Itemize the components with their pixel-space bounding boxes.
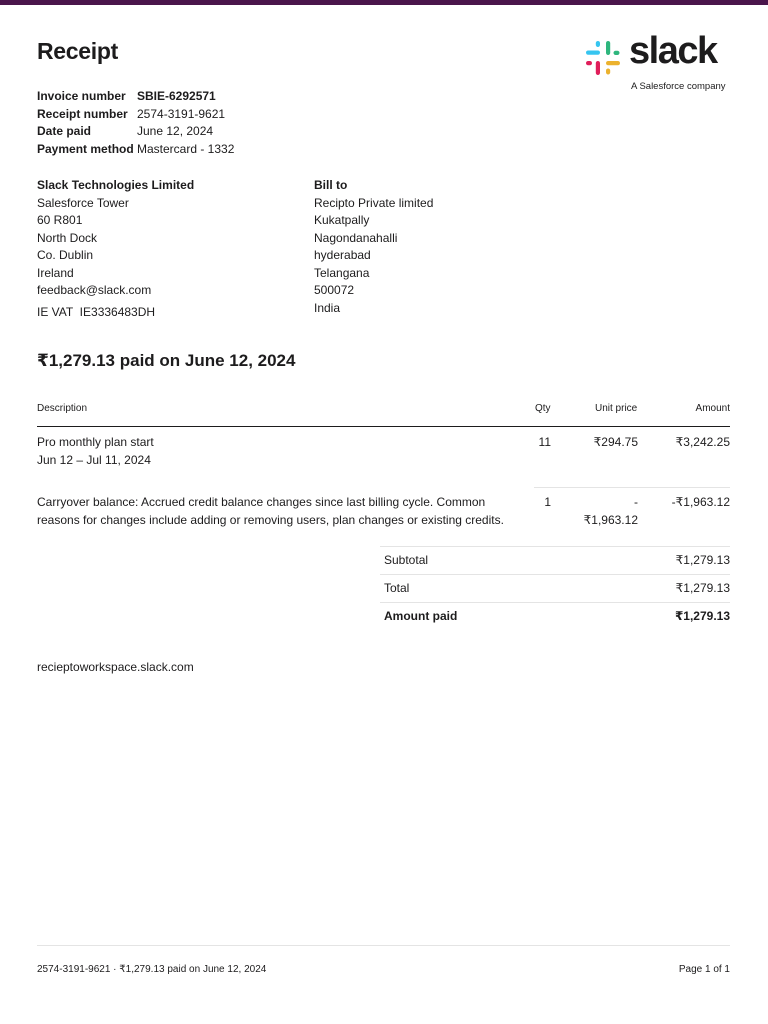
column-header-description: Description [37, 403, 88, 414]
logo-wordmark: slack [629, 30, 717, 72]
meta-row-receipt [37, 106, 234, 124]
totals-divider [380, 574, 730, 575]
address-line: Telangana [314, 265, 370, 280]
footer-divider [37, 945, 730, 946]
address-line: 60 R801 [37, 213, 83, 227]
seller-address [37, 177, 194, 321]
table-header-divider [37, 426, 730, 427]
item-description-line: reasons for changes include adding or removing users, plan changes or existing credits. [37, 513, 504, 527]
address-line: Recipto Private limited [314, 195, 434, 210]
meta-row-payment [37, 141, 234, 159]
address-line: Ireland [37, 265, 74, 280]
item-description [37, 493, 504, 529]
item-description [37, 433, 154, 469]
total-value: ₹1,279.13 [675, 581, 730, 595]
payment-method: Mastercard - 1332 [137, 141, 235, 156]
item-description-line: Pro monthly plan start [37, 435, 154, 449]
item-description-line: Carryover balance: Accrued credit balance changes since last billing cycle. Common [37, 495, 486, 509]
item-unit-price: ₹294.75 [593, 435, 638, 449]
address-line: Kukatpally [314, 213, 370, 227]
totals-divider [380, 546, 730, 547]
meta-row-date [37, 123, 234, 141]
meta-row-invoice [37, 88, 234, 106]
slack-hash-icon [583, 38, 623, 78]
column-header-qty: Qty [535, 403, 551, 414]
column-header-amount: Amount [695, 403, 730, 414]
subtotal-label: Subtotal [384, 553, 429, 567]
seller-vat: IE VAT IE3336483DH [37, 304, 156, 319]
top-brand-bar [0, 0, 768, 5]
item-amount: ₹3,242.25 [675, 435, 730, 449]
item-description-line: Jun 12 – Jul 11, 2024 [37, 453, 151, 467]
page-number: Page 1 of 1 [678, 964, 730, 975]
address-line: hyderabad [314, 248, 371, 262]
address-line: Salesforce Tower [37, 195, 129, 210]
address-line: Co. Dublin [37, 248, 94, 262]
item-unit-price-line: - [634, 495, 638, 509]
seller-name: Slack Technologies Limited [37, 178, 195, 192]
workspace-url: recieptoworkspace.slack.com [37, 660, 194, 674]
meta-label: Payment method [37, 141, 134, 156]
date-paid: June 12, 2024 [137, 124, 214, 138]
amount-paid-label: Amount paid [384, 609, 458, 623]
subtotal-value: ₹1,279.13 [675, 553, 730, 567]
row-divider [534, 487, 730, 488]
address-line: North Dock [37, 230, 98, 245]
column-header-unit-price: Unit price [595, 403, 638, 414]
item-unit-price-line: ₹1,963.12 [583, 513, 638, 527]
meta-label: Receipt number [37, 106, 128, 121]
total-label: Total [384, 581, 410, 595]
address-line: Nagondanahalli [314, 230, 398, 245]
meta-label: Invoice number [37, 89, 126, 103]
meta-label: Date paid [37, 124, 92, 138]
slack-logo [583, 30, 733, 94]
item-qty: 1 [544, 495, 551, 509]
bill-to-heading: Bill to [314, 178, 348, 192]
amount-paid-heading: ₹1,279.13 paid on June 12, 2024 [37, 351, 296, 370]
item-amount: -₹1,963.12 [671, 495, 730, 509]
item-qty: 11 [538, 435, 551, 449]
address-line: India [314, 300, 341, 315]
amount-paid-value: ₹1,279.13 [674, 609, 730, 623]
receipt-number: 2574-3191-9621 [137, 106, 226, 121]
footer-summary: 2574-3191-9621 · ₹1,279.13 paid on June 12, 2024 [37, 964, 267, 975]
logo-tagline: A Salesforce company [631, 81, 726, 92]
seller-email: feedback@slack.com [37, 283, 152, 297]
receipt-meta [37, 88, 234, 158]
bill-to-address [314, 177, 433, 317]
page-title: Receipt [37, 38, 118, 64]
address-line: 500072 [314, 283, 355, 297]
item-unit-price [567, 493, 638, 529]
invoice-number: SBIE-6292571 [137, 89, 216, 103]
totals-divider [380, 602, 730, 603]
